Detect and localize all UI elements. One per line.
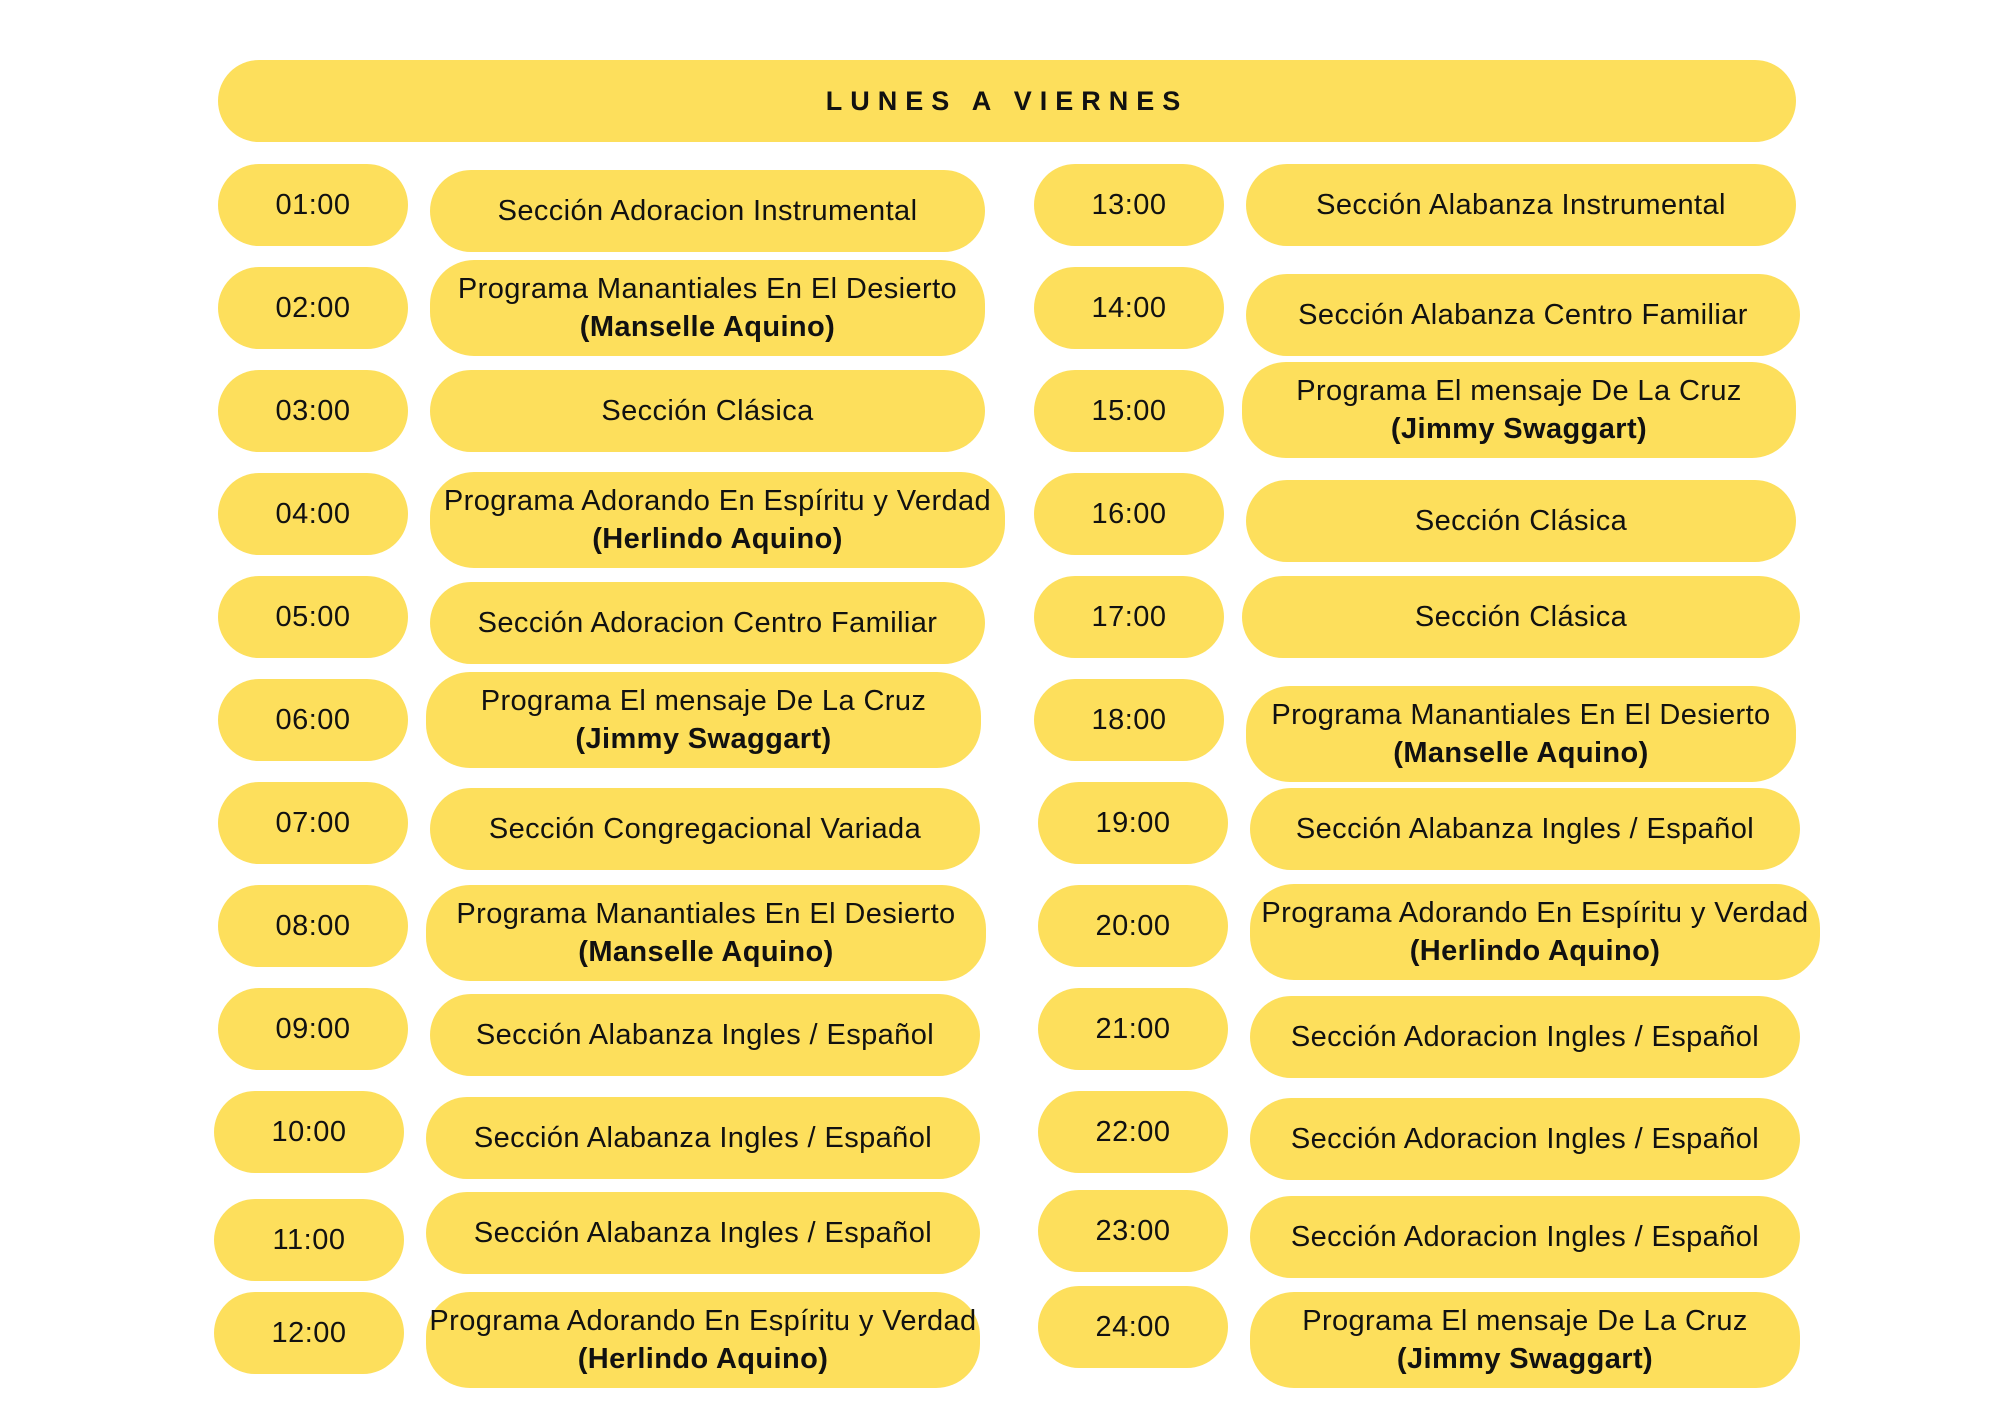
program-slot: Programa El mensaje De La Cruz (Jimmy Swaggart) bbox=[426, 672, 981, 768]
program-slot: Sección Alabanza Ingles / Español bbox=[430, 994, 980, 1076]
program-host: (Herlindo Aquino) bbox=[1409, 935, 1661, 967]
program-slot: Sección Clásica bbox=[1242, 576, 1800, 658]
time-slot: 01:00 bbox=[218, 164, 408, 246]
time-slot: 12:00 bbox=[214, 1292, 404, 1374]
time-slot: 24:00 bbox=[1038, 1286, 1228, 1368]
program-slot: Sección Adoracion Ingles / Español bbox=[1250, 996, 1800, 1078]
time-slot: 11:00 bbox=[214, 1199, 404, 1281]
program-host: (Manselle Aquino) bbox=[578, 936, 834, 968]
program-host: (Manselle Aquino) bbox=[1393, 737, 1649, 769]
time-slot: 10:00 bbox=[214, 1091, 404, 1173]
program-slot: Sección Alabanza Centro Familiar bbox=[1246, 274, 1800, 356]
time-slot: 14:00 bbox=[1034, 267, 1224, 349]
program-slot: Sección Alabanza Ingles / Español bbox=[426, 1192, 980, 1274]
time-slot: 18:00 bbox=[1034, 679, 1224, 761]
program-host: (Jimmy Swaggart) bbox=[1396, 1343, 1654, 1375]
program-slot: Sección Adoracion Centro Familiar bbox=[430, 582, 985, 664]
schedule-title: LUNES A VIERNES bbox=[825, 85, 1189, 116]
program-host: (Herlindo Aquino) bbox=[592, 523, 843, 555]
program-slot: Programa El mensaje De La Cruz (Jimmy Swaggart) bbox=[1242, 362, 1796, 458]
program-slot: Programa Adorando En Espíritu y Verdad (Herlindo Aquino) bbox=[430, 472, 1005, 568]
time-slot: 05:00 bbox=[218, 576, 408, 658]
time-slot: 09:00 bbox=[218, 988, 408, 1070]
program-slot: Programa El mensaje De La Cruz (Jimmy Swaggart) bbox=[1250, 1292, 1800, 1388]
schedule-header bbox=[218, 60, 1796, 142]
time-slot: 17:00 bbox=[1034, 576, 1224, 658]
program-slot: Programa Manantiales En El Desierto (Manselle Aquino) bbox=[1246, 686, 1796, 782]
program-slot: Sección Alabanza Ingles / Español bbox=[1250, 788, 1800, 870]
time-slot: 02:00 bbox=[218, 267, 408, 349]
time-slot: 21:00 bbox=[1038, 988, 1228, 1070]
program-slot: Sección Adoracion Ingles / Español bbox=[1250, 1098, 1800, 1180]
time-slot: 16:00 bbox=[1034, 473, 1224, 555]
program-slot: Programa Manantiales En El Desierto (Manselle Aquino) bbox=[430, 260, 985, 356]
time-slot: 04:00 bbox=[218, 473, 408, 555]
program-slot: Programa Adorando En Espíritu y Verdad (Herlindo Aquino) bbox=[1250, 884, 1820, 980]
time-slot: 20:00 bbox=[1038, 885, 1228, 967]
program-slot: Programa Manantiales En El Desierto (Manselle Aquino) bbox=[426, 885, 986, 981]
time-slot: 08:00 bbox=[218, 885, 408, 967]
time-slot: 23:00 bbox=[1038, 1190, 1228, 1272]
program-slot: Sección Alabanza Ingles / Español bbox=[426, 1097, 980, 1179]
time-slot: 15:00 bbox=[1034, 370, 1224, 452]
program-slot: Sección Clásica bbox=[430, 370, 985, 452]
time-slot: 06:00 bbox=[218, 679, 408, 761]
program-slot: Sección Alabanza Instrumental bbox=[1246, 164, 1796, 246]
program-slot: Sección Adoracion Instrumental bbox=[430, 170, 985, 252]
time-slot: 13:00 bbox=[1034, 164, 1224, 246]
program-slot: Sección Clásica bbox=[1246, 480, 1796, 562]
time-slot: 03:00 bbox=[218, 370, 408, 452]
time-slot: 19:00 bbox=[1038, 782, 1228, 864]
program-host: (Manselle Aquino) bbox=[579, 311, 836, 343]
time-slot: 07:00 bbox=[218, 782, 408, 864]
program-slot: Programa Adorando En Espíritu y Verdad (Herlindo Aquino) bbox=[426, 1292, 980, 1388]
time-slot: 22:00 bbox=[1038, 1091, 1228, 1173]
program-slot: Sección Adoracion Ingles / Español bbox=[1250, 1196, 1800, 1278]
program-slot: Sección Congregacional Variada bbox=[430, 788, 980, 870]
program-host: (Jimmy Swaggart) bbox=[1390, 413, 1648, 445]
program-host: (Herlindo Aquino) bbox=[577, 1343, 829, 1375]
program-host: (Jimmy Swaggart) bbox=[575, 723, 832, 755]
